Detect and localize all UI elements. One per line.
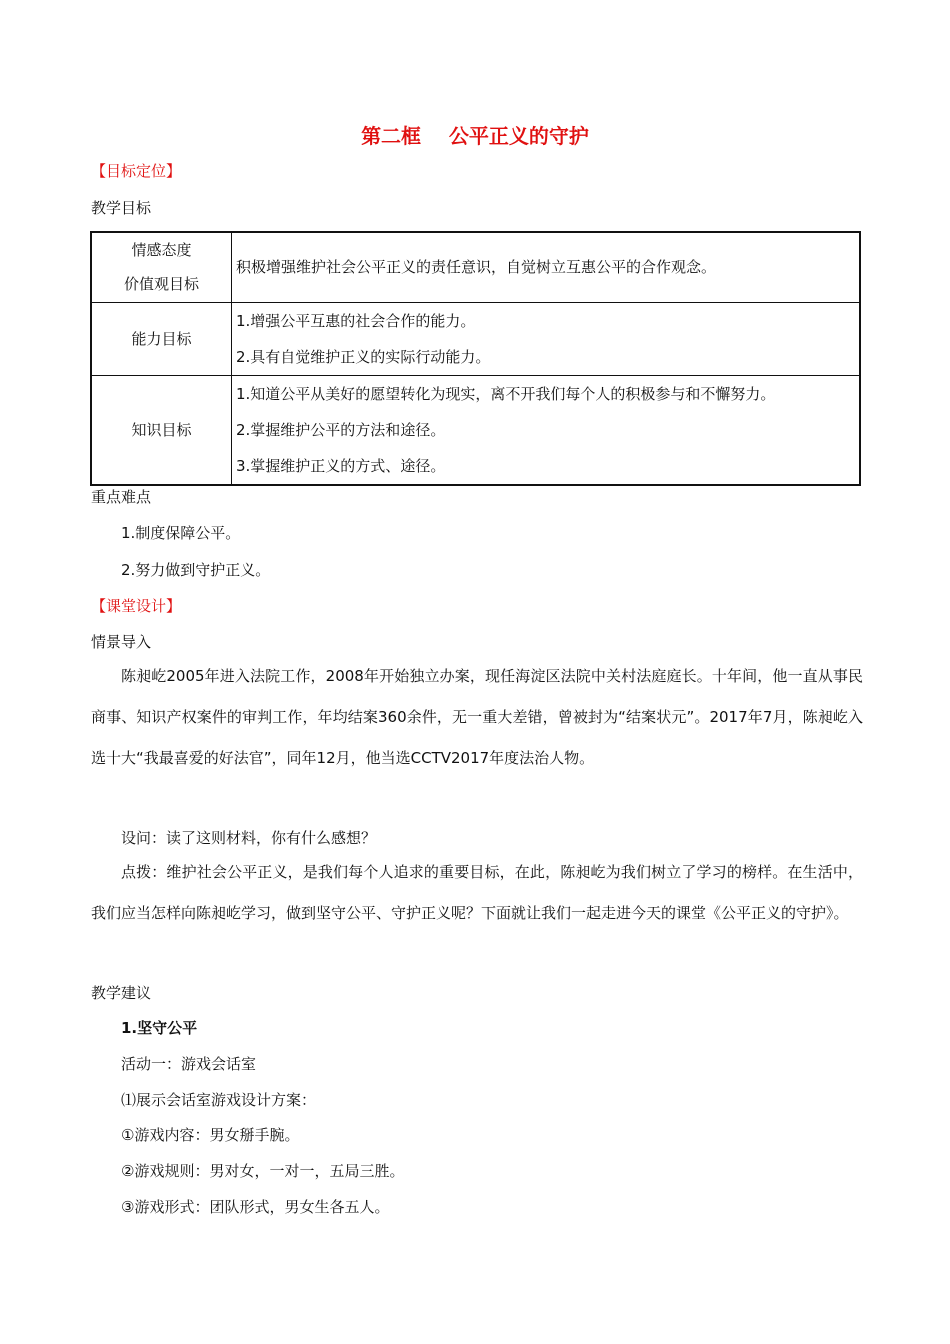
goal-label-attitude [91,232,232,302]
goal-item: 2.掌握维护公平的方法和途径。 [236,420,446,439]
goal-item: 1.知道公平从美好的愿望转化为现实，离不开我们每个人的积极参与和不懈努力。 [236,384,776,403]
table-row [91,375,860,485]
goal-label-line: 价值观目标 [123,275,199,294]
activity-item: ②游戏规则：男对女，一对一，五局三胜。 [121,1162,405,1180]
intro-paragraph: 陈昶屹2005年进入法院工作，2008年开始独立办案，现任海淀区法院中关村法庭庭长。十年间，他一直从事民商事、知识产权案件的审判工作，年均结案360余件，无一重大差错，曾被封为“结案状元”。2017年7月，陈昶屹入选十大“我最喜爱的好法官”，同年12月，他当选CCTV2017年度法治人物。 [91,667,863,767]
activity-item: ①游戏内容：男女掰手腕。 [121,1126,300,1144]
goal-label-knowledge: 知识目标 [91,375,232,485]
goal-item: 3.掌握维护正义的方式、途径。 [236,456,446,475]
question-line: 设问：读了这则材料，你有什么感想？ [121,829,377,847]
key-point-item: 1.制度保障公平。 [121,524,241,542]
intro-heading: 情景导入 [91,633,152,651]
teaching-suggestion-heading: 教学建议 [91,984,152,1002]
goal-content-attitude [232,232,861,302]
section-tag-class-design: 【课堂设计】 [91,597,182,615]
goal-item: 积极增强维护社会公平正义的责任意识，自觉树立互惠公平的合作观念。 [236,258,717,277]
goal-item: 2.具有自觉维护正义的实际行动能力。 [236,347,491,366]
activity-item: ⑴展示会话室游戏设计方案： [121,1091,317,1109]
teaching-goals-table [90,231,861,486]
goal-content-ability [232,302,861,375]
activity-item: ③游戏形式：团队形式，男女生各五人。 [121,1198,390,1216]
key-point-item: 2.努力做到守护正义。 [121,561,271,579]
key-points-heading: 重点难点 [91,488,152,506]
hint-paragraph: 点拨：维护社会公平正义，是我们每个人追求的重要目标，在此，陈昶屹为我们树立了学习的榜样。在生活中，我们应当怎样向陈昶屹学习，做到坚守公平、守护正义呢？下面就让我们一起走进今天的课堂《公平正义的守护》。 [91,863,863,922]
page-title: 第二框 公平正义的守护 [361,124,589,148]
table-row [91,302,860,375]
subsection-title: 1.坚守公平 [121,1019,198,1037]
section-tag-goal-positioning: 【目标定位】 [91,162,182,180]
activity-title: 活动一：游戏会话室 [121,1055,257,1073]
goal-content-knowledge [232,375,861,485]
table-row [91,232,860,302]
goal-item: 1.增强公平互惠的社会合作的能力。 [236,311,476,330]
goal-label-line: 情感态度 [131,241,192,260]
teaching-goals-heading: 教学目标 [91,199,152,217]
goal-label-ability: 能力目标 [91,302,232,375]
